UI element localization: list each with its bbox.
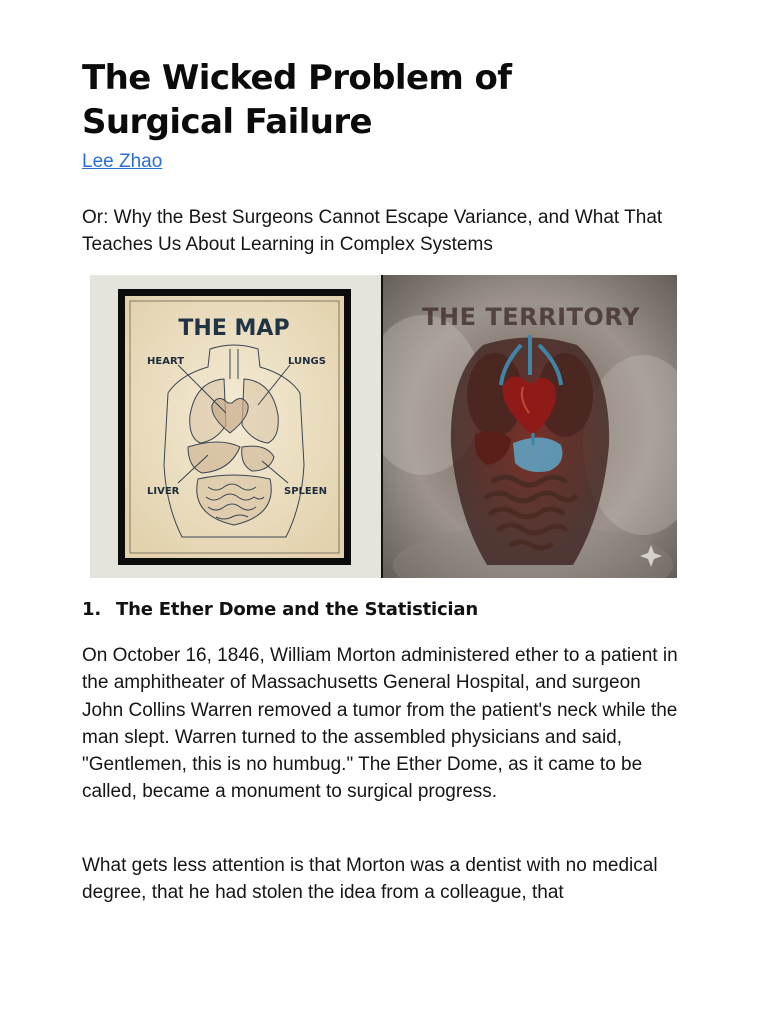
territory-illustration bbox=[383, 275, 677, 578]
map-label-heart: HEART bbox=[147, 356, 185, 367]
author-link[interactable]: Lee Zhao bbox=[82, 151, 163, 172]
section-number: 1. bbox=[82, 599, 101, 620]
map-label-lungs: LUNGS bbox=[288, 356, 326, 367]
map-illustration bbox=[90, 275, 381, 578]
territory-title: THE TERRITORY bbox=[422, 303, 640, 331]
map-label-spleen: SPLEEN bbox=[284, 486, 327, 497]
map-title: THE MAP bbox=[178, 316, 290, 341]
territory-panel bbox=[383, 275, 677, 578]
map-territory-figure bbox=[90, 275, 677, 578]
paragraph: On October 16, 1846, William Morton administered ether to a patient in the amphitheater of Massachusetts General Hospital, and surgeon John Collins Warren removed a tumor from the patient's neck while the man slept. Warren turned to the assembled physicians and said, "Gentlemen, this is no humbug." The Ether Dome, as it came to be called, became a monument to surgical progress. bbox=[82, 645, 678, 803]
map-label-liver: LIVER bbox=[147, 486, 180, 497]
article-title-line-2: Surgical Failure bbox=[82, 102, 372, 142]
article-title-line-1: The Wicked Problem of bbox=[82, 58, 512, 98]
section-heading bbox=[82, 598, 478, 622]
map-panel bbox=[90, 275, 381, 578]
paragraph: What gets less attention is that Morton was a dentist with no medical degree, that he had stolen the idea from a colleague, that bbox=[82, 855, 658, 904]
article bbox=[82, 56, 686, 904]
article-title bbox=[82, 56, 686, 144]
section-title: The Ether Dome and the Statistician bbox=[116, 599, 478, 620]
article-subtitle: Or: Why the Best Surgeons Cannot Escape Variance, and What That Teaches Us About Learning in Complex Systems bbox=[82, 207, 663, 255]
